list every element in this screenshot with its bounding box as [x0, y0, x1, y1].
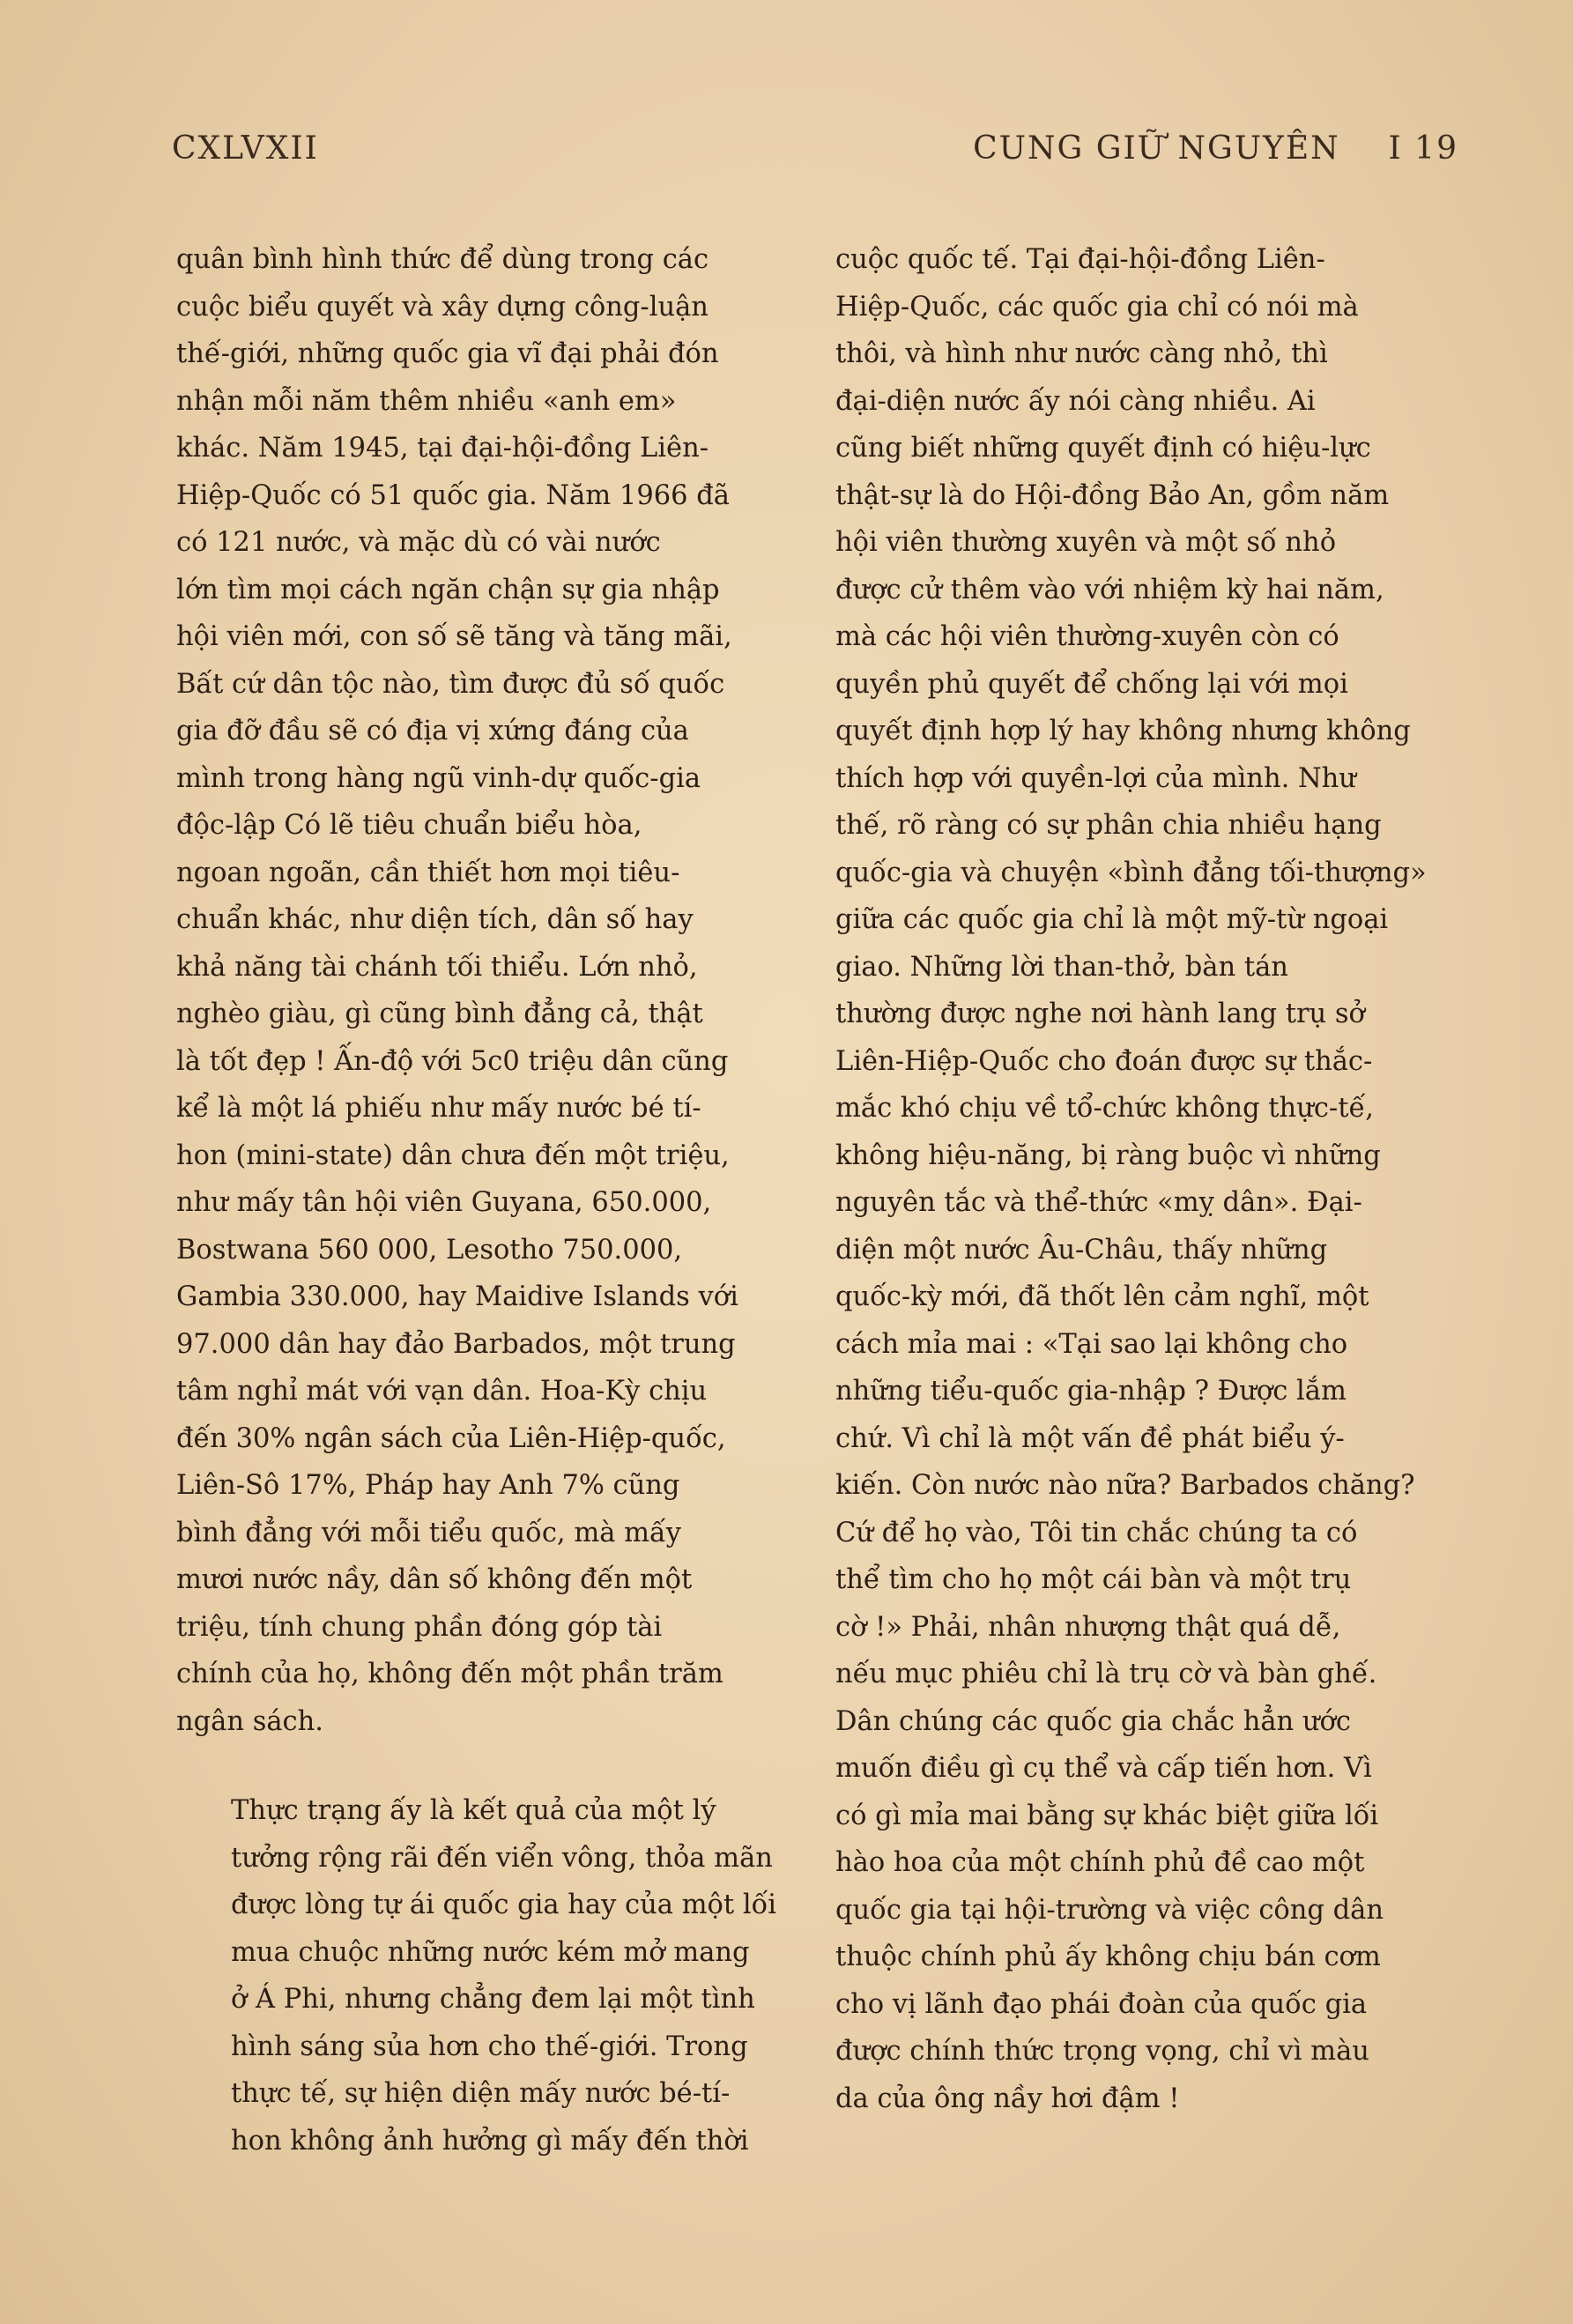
- text-line: đại-diện nước ấy nói càng nhiều. Ai: [835, 385, 1316, 417]
- text-line: chứ. Vì chỉ là một vấn đề phát biểu ý-: [835, 1422, 1345, 1454]
- text-line: cờ !» Phải, nhân nhượng thật quá dễ,: [835, 1611, 1341, 1643]
- left-paragraph-2: [176, 1787, 824, 2164]
- text-line: được lòng tự ái quốc gia hay của một lối: [231, 1890, 777, 1920]
- text-line: quyền phủ quyết để chống lại với mọi: [835, 668, 1348, 700]
- text-line: Dân chúng các quốc gia chắc hẳn ước: [835, 1705, 1351, 1737]
- text-line: mà các hội viên thường-xuyên còn có: [835, 621, 1339, 652]
- page-header-right: [973, 130, 1458, 167]
- text-line: đến 30% ngân sách của Liên-Hiệp-quốc,: [176, 1422, 726, 1454]
- text-line: tưởng rộng rãi đến viển vông, thỏa mãn: [231, 1842, 773, 1874]
- text-line: mươi nước nầy, dân số không đến một: [176, 1564, 693, 1595]
- text-line: Liên-Hiệp-Quốc cho đoán được sự thắc-: [835, 1045, 1373, 1077]
- text-line: khác. Năm 1945, tại đại-hội-đồng Liên-: [176, 433, 709, 464]
- text-line: chuẩn khác, như diện tích, dân số hay: [176, 904, 694, 935]
- text-line: thế-giới, những quốc gia vĩ đại phải đón: [176, 338, 719, 369]
- text-line: độc-lập Có lẽ tiêu chuẩn biểu hòa,: [176, 810, 642, 841]
- text-line: triệu, tính chung phần đóng góp tài: [176, 1611, 663, 1643]
- text-line: nghèo giàu, gì cũng bình đẳng cả, thật: [176, 999, 703, 1029]
- text-line: hội viên thường xuyên và một số nhỏ: [835, 527, 1337, 558]
- text-line: thường được nghe nơi hành lang trụ sở: [835, 999, 1365, 1029]
- text-line: mua chuộc những nước kém mở mang: [231, 1936, 750, 1968]
- text-line: quốc-gia và chuyện «bình đẳng tối-thượng»: [835, 857, 1427, 888]
- chapter-title: CUNG GIỮ NGUYÊN: [973, 130, 1340, 167]
- text-line: quốc gia tại hội-trường và việc công dân: [835, 1894, 1384, 1926]
- text-line: có gì mỉa mai bằng sự khác biệt giữa lối: [835, 1800, 1379, 1831]
- text-line: có 121 nước, và mặc dù có vài nước: [176, 527, 661, 558]
- text-line: là tốt đẹp ! Ấn-độ với 5c0 triệu dân cũng: [176, 1045, 729, 1077]
- page-number: I 19: [1388, 130, 1458, 167]
- text-line: cuộc biểu quyết và xây dựng công-luận: [176, 291, 709, 323]
- text-line: Gambia 330.000, hay Maidive Islands với: [176, 1281, 738, 1312]
- text-line: cũng biết những quyết định có hiệu-lực: [835, 433, 1371, 464]
- text-line: thật-sự là do Hội-đồng Bảo An, gồm năm: [835, 479, 1390, 511]
- text-line: nguyên tắc và thể-thức «mỵ dân». Đại-: [835, 1187, 1362, 1218]
- text-line: tâm nghỉ mát với vạn dân. Hoa-Kỳ chịu: [176, 1376, 708, 1407]
- text-line: Hiệp-Quốc có 51 quốc gia. Năm 1966 đã: [176, 479, 730, 511]
- text-line: những tiểu-quốc gia-nhập ? Được lắm: [835, 1376, 1347, 1407]
- text-line: hào hoa của một chính phủ đề cao một: [835, 1847, 1365, 1878]
- text-line: thể tìm cho họ một cái bàn và một trụ: [835, 1564, 1352, 1595]
- text-line: quyết định hợp lý hay không nhưng không: [835, 716, 1411, 746]
- text-line: hon (mini-state) dân chưa đến một triệu,: [176, 1140, 730, 1171]
- text-line: thế, rõ ràng có sự phân chia nhiều hạng: [835, 810, 1382, 841]
- text-line: ngân sách.: [176, 1705, 323, 1737]
- text-line: thực tế, sự hiện diện mấy nước bé-tí-: [231, 2078, 731, 2109]
- text-line: hội viên mới, con số sẽ tăng và tăng mãi,: [176, 621, 732, 652]
- text-line: mình trong hàng ngũ vinh-dự quốc-gia: [176, 762, 701, 794]
- text-line: chính của họ, không đến một phần trăm: [176, 1659, 723, 1689]
- text-line: Bất cứ dân tộc nào, tìm được đủ số quốc: [176, 668, 725, 700]
- text-line: Bostwana 560 000, Lesotho 750.000,: [176, 1234, 683, 1266]
- left-paragraph-1: [176, 236, 824, 1745]
- text-line: hình sáng sủa hơn cho thế-giới. Trong: [231, 2031, 748, 2062]
- running-head: [172, 130, 1458, 183]
- text-line: kiến. Còn nước nào nữa? Barbados chăng?: [835, 1470, 1415, 1501]
- text-line: quốc-kỳ mới, đã thốt lên cảm nghĩ, một: [835, 1281, 1369, 1312]
- text-line: nếu mục phiêu chỉ là trụ cờ và bàn ghế.: [835, 1659, 1377, 1689]
- right-paragraph-1: [835, 236, 1465, 2122]
- text-line: mắc khó chịu về tổ-chức không thực-tế,: [835, 1093, 1374, 1124]
- text-line: ở Á Phi, nhưng chẳng đem lại một tình: [231, 1984, 755, 2015]
- text-line: được cử thêm vào với nhiệm kỳ hai năm,: [835, 574, 1384, 605]
- text-line: thích hợp với quyền-lợi của mình. Như: [835, 762, 1356, 794]
- text-line: cuộc quốc tế. Tại đại-hội-đồng Liên-: [835, 244, 1325, 275]
- text-line: giữa các quốc gia chỉ là một mỹ-từ ngoại: [835, 904, 1389, 935]
- left-column: [176, 236, 824, 2164]
- text-line: hon không ảnh hưởng gì mấy đến thời: [231, 2125, 749, 2157]
- text-line: kể là một lá phiếu như mấy nước bé tí-: [176, 1093, 701, 1124]
- section-roman-numeral: CXLVXII: [172, 130, 319, 167]
- text-line: không hiệu-năng, bị ràng buộc vì những: [835, 1140, 1381, 1171]
- text-line: da của ông nầy hơi đậm !: [835, 2083, 1180, 2114]
- text-line: lớn tìm mọi cách ngăn chận sự gia nhập: [176, 574, 720, 605]
- text-line: cách mỉa mai : «Tại sao lại không cho: [835, 1328, 1348, 1360]
- text-line: thôi, và hình như nước càng nhỏ, thì: [835, 338, 1328, 369]
- text-line: khả năng tài chánh tối thiểu. Lớn nhỏ,: [176, 951, 698, 983]
- text-line: Cứ để họ vào, Tôi tin chắc chúng ta có: [835, 1517, 1358, 1548]
- text-line: giao. Những lời than-thở, bàn tán: [835, 951, 1288, 983]
- text-line: ngoan ngoãn, cần thiết hơn mọi tiêu-: [176, 857, 680, 888]
- text-line: diện một nước Âu-Châu, thấy những: [835, 1234, 1328, 1266]
- text-line: gia đỡ đầu sẽ có địa vị xứng đáng của: [176, 716, 689, 746]
- text-line: 97.000 dân hay đảo Barbados, một trung: [176, 1328, 736, 1360]
- text-line: Liên-Sô 17%, Pháp hay Anh 7% cũng: [176, 1470, 680, 1501]
- text-line: cho vị lãnh đạo phái đoàn của quốc gia: [835, 1988, 1368, 2020]
- right-column: [835, 236, 1465, 2122]
- text-line: được chính thức trọng vọng, chỉ vì màu: [835, 2036, 1369, 2067]
- text-line: thuộc chính phủ ấy không chịu bán cơm: [835, 1942, 1381, 1972]
- text-line: nhận mỗi năm thêm nhiều «anh em»: [176, 385, 677, 417]
- text-line: bình đẳng với mỗi tiểu quốc, mà mấy: [176, 1517, 681, 1548]
- text-line: Hiệp-Quốc, các quốc gia chỉ có nói mà: [835, 291, 1359, 323]
- text-line: Thực trạng ấy là kết quả của một lý: [231, 1795, 716, 1826]
- text-line: muốn điều gì cụ thể và cấp tiến hơn. Vì: [835, 1753, 1372, 1784]
- text-line: quân bình hình thức để dùng trong các: [176, 244, 709, 275]
- text-line: như mấy tân hội viên Guyana, 650.000,: [176, 1187, 712, 1218]
